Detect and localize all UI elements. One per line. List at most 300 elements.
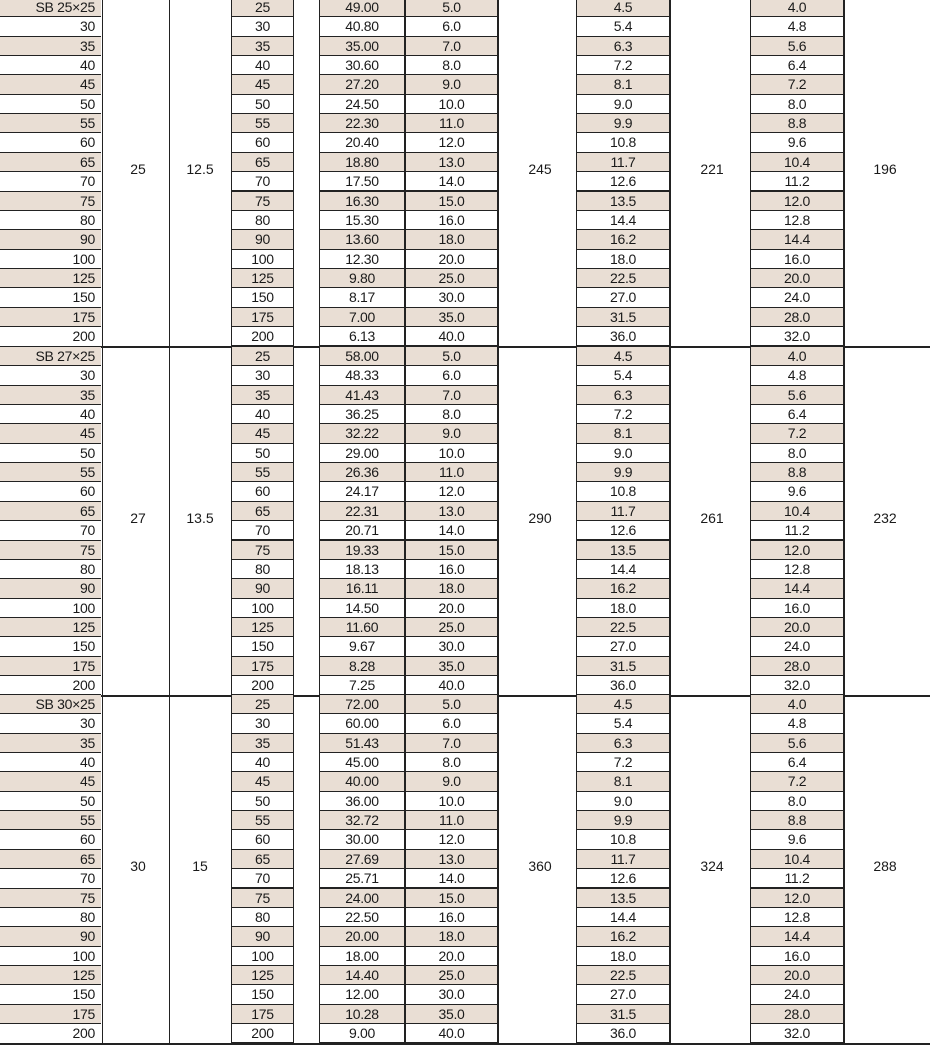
model-length-cell: 60 xyxy=(0,132,101,151)
force-cell: 40.80 xyxy=(319,16,405,36)
force-cell: 14.40 xyxy=(319,965,405,985)
length-cell: 80 xyxy=(231,907,294,927)
model-length-cell: 40 xyxy=(0,404,101,423)
rating-a-cell: 13.5 xyxy=(576,191,670,211)
force-cell: 17.50 xyxy=(319,171,405,191)
model-length-cell: 30 xyxy=(0,713,101,732)
force-cell: 24.50 xyxy=(319,94,405,114)
model-length-cell: 75 xyxy=(0,888,101,907)
block-separator xyxy=(0,1043,930,1045)
length-cell: 40 xyxy=(231,404,294,424)
length-cell: 75 xyxy=(231,540,294,560)
rating-a-cell: 18.0 xyxy=(576,249,670,269)
model-length-cell: 65 xyxy=(0,152,101,171)
length-cell: 125 xyxy=(231,617,294,637)
deflection-cell: 18.0 xyxy=(405,229,498,249)
rating-a-cell: 9.9 xyxy=(576,810,670,830)
column-rule xyxy=(498,0,499,347)
force-cell: 58.00 xyxy=(319,346,405,366)
model-length-cell: 70 xyxy=(0,520,101,539)
radius-value: 12.5 xyxy=(186,161,214,178)
rating-a-cell: 5.4 xyxy=(576,365,670,385)
force-cell: 49.00 xyxy=(319,0,405,17)
model-length-cell: 50 xyxy=(0,94,101,113)
rating-a-cell: 13.5 xyxy=(576,540,670,560)
length-cell: 150 xyxy=(231,287,294,307)
length-cell: 30 xyxy=(231,365,294,385)
model-length-cell: 150 xyxy=(0,984,101,1003)
rating-b-cell: 8.0 xyxy=(750,94,844,114)
deflection-cell: 35.0 xyxy=(405,656,498,676)
rating-b-cell: 14.4 xyxy=(750,229,844,249)
model-length-cell: 65 xyxy=(0,501,101,520)
rating-b-cell: 8.0 xyxy=(750,443,844,463)
deflection-cell: 9.0 xyxy=(405,74,498,94)
force-cell: 22.31 xyxy=(319,501,405,521)
model-length-cell: 200 xyxy=(0,326,101,345)
model-length-cell: 80 xyxy=(0,210,101,229)
length-cell: 45 xyxy=(231,74,294,94)
force-cell: 36.00 xyxy=(319,791,405,811)
rating-b-cell: 20.0 xyxy=(750,965,844,985)
rating-a-cell: 18.0 xyxy=(576,598,670,618)
deflection-cell: 10.0 xyxy=(405,443,498,463)
length-cell: 75 xyxy=(231,888,294,908)
model-length-cell: 50 xyxy=(0,443,101,462)
deflection-cell: 25.0 xyxy=(405,617,498,637)
force-cell: 51.43 xyxy=(319,733,405,753)
rating-b-cell: 6.4 xyxy=(750,55,844,75)
rating-b-cell: 24.0 xyxy=(750,984,844,1004)
rating-a-cell: 22.5 xyxy=(576,965,670,985)
rating-b-cell: 7.2 xyxy=(750,74,844,94)
force-cell: 27.69 xyxy=(319,849,405,869)
model-length-cell: SB 25×25 xyxy=(0,0,101,16)
rating-a-cell: 27.0 xyxy=(576,984,670,1004)
deflection-cell: 14.0 xyxy=(405,171,498,191)
deflection-cell: 8.0 xyxy=(405,55,498,75)
rating-b-cell: 4.0 xyxy=(750,694,844,714)
force-cell: 20.71 xyxy=(319,520,405,540)
rating-b-cell: 8.8 xyxy=(750,113,844,133)
deflection-cell: 12.0 xyxy=(405,829,498,849)
length-cell: 35 xyxy=(231,385,294,405)
rating-b-cell: 28.0 xyxy=(750,1004,844,1024)
rating-b-cell: 12.8 xyxy=(750,559,844,579)
length-cell: 60 xyxy=(231,132,294,152)
rating-b-cell: 4.0 xyxy=(750,0,844,17)
length-cell: 25 xyxy=(231,0,294,17)
deflection-cell: 20.0 xyxy=(405,598,498,618)
length-cell: 25 xyxy=(231,694,294,714)
model-length-cell: 55 xyxy=(0,810,101,829)
column-rule xyxy=(670,346,671,696)
force-cell: 8.28 xyxy=(319,656,405,676)
rating-a-cell: 27.0 xyxy=(576,287,670,307)
force-cell: 9.80 xyxy=(319,268,405,288)
length-cell: 90 xyxy=(231,926,294,946)
rating-a-cell: 4.5 xyxy=(576,346,670,366)
deflection-cell: 10.0 xyxy=(405,791,498,811)
rating-a-cell: 10.8 xyxy=(576,132,670,152)
rating-a-cell: 10.8 xyxy=(576,481,670,501)
length-cell: 35 xyxy=(231,733,294,753)
value-c: 232 xyxy=(873,510,897,527)
deflection-cell: 11.0 xyxy=(405,462,498,482)
deflection-cell: 6.0 xyxy=(405,713,498,733)
value-b: 261 xyxy=(700,510,724,527)
value-b: 221 xyxy=(700,161,724,178)
model-length-cell: 45 xyxy=(0,74,101,93)
column-rule xyxy=(844,0,845,347)
force-cell: 40.00 xyxy=(319,771,405,791)
diameter-value: 30 xyxy=(130,858,146,875)
force-cell: 19.33 xyxy=(319,540,405,560)
rating-a-cell: 36.0 xyxy=(576,1023,670,1043)
length-cell: 50 xyxy=(231,791,294,811)
force-cell: 72.00 xyxy=(319,694,405,714)
model-length-cell: 35 xyxy=(0,733,101,752)
deflection-cell: 11.0 xyxy=(405,113,498,133)
length-cell: 45 xyxy=(231,423,294,443)
rating-a-cell: 9.9 xyxy=(576,462,670,482)
model-length-cell: 125 xyxy=(0,965,101,984)
rating-a-cell: 7.2 xyxy=(576,404,670,424)
force-cell: 45.00 xyxy=(319,752,405,772)
length-cell: 65 xyxy=(231,152,294,172)
rating-a-cell: 31.5 xyxy=(576,307,670,327)
rating-b-cell: 4.8 xyxy=(750,16,844,36)
value-a: 245 xyxy=(528,161,552,178)
rating-a-cell: 14.4 xyxy=(576,210,670,230)
deflection-cell: 40.0 xyxy=(405,675,498,695)
deflection-cell: 12.0 xyxy=(405,132,498,152)
force-cell: 15.30 xyxy=(319,210,405,230)
deflection-cell: 15.0 xyxy=(405,888,498,908)
deflection-cell: 14.0 xyxy=(405,868,498,888)
rating-a-cell: 6.3 xyxy=(576,385,670,405)
deflection-cell: 5.0 xyxy=(405,0,498,17)
rating-b-cell: 12.0 xyxy=(750,888,844,908)
diameter-value: 25 xyxy=(130,161,146,178)
deflection-cell: 25.0 xyxy=(405,268,498,288)
rating-b-cell: 4.0 xyxy=(750,346,844,366)
model-length-cell: 90 xyxy=(0,229,101,248)
force-cell: 9.67 xyxy=(319,636,405,656)
rating-b-cell: 32.0 xyxy=(750,675,844,695)
length-cell: 40 xyxy=(231,55,294,75)
force-cell: 13.60 xyxy=(319,229,405,249)
force-cell: 7.25 xyxy=(319,675,405,695)
force-cell: 18.80 xyxy=(319,152,405,172)
rating-b-cell: 8.8 xyxy=(750,810,844,830)
length-cell: 200 xyxy=(231,675,294,695)
rating-b-cell: 12.0 xyxy=(750,191,844,211)
deflection-cell: 35.0 xyxy=(405,1004,498,1024)
force-cell: 41.43 xyxy=(319,385,405,405)
model-length-cell: 80 xyxy=(0,907,101,926)
deflection-cell: 15.0 xyxy=(405,540,498,560)
deflection-cell: 9.0 xyxy=(405,423,498,443)
model-length-cell: 125 xyxy=(0,617,101,636)
rating-b-cell: 16.0 xyxy=(750,946,844,966)
rating-b-cell: 20.0 xyxy=(750,617,844,637)
deflection-cell: 18.0 xyxy=(405,578,498,598)
length-cell: 70 xyxy=(231,171,294,191)
length-cell: 175 xyxy=(231,1004,294,1024)
model-length-cell: 100 xyxy=(0,249,101,268)
length-cell: 175 xyxy=(231,307,294,327)
length-cell: 125 xyxy=(231,965,294,985)
rating-b-cell: 12.8 xyxy=(750,210,844,230)
length-cell: 200 xyxy=(231,1023,294,1043)
force-cell: 9.00 xyxy=(319,1023,405,1043)
rating-b-cell: 32.0 xyxy=(750,1023,844,1043)
deflection-cell: 10.0 xyxy=(405,94,498,114)
rating-a-cell: 22.5 xyxy=(576,268,670,288)
deflection-cell: 16.0 xyxy=(405,907,498,927)
rating-a-cell: 31.5 xyxy=(576,1004,670,1024)
model-length-cell: 35 xyxy=(0,36,101,55)
rating-a-cell: 6.3 xyxy=(576,733,670,753)
force-cell: 8.17 xyxy=(319,287,405,307)
rating-a-cell: 12.6 xyxy=(576,868,670,888)
length-cell: 40 xyxy=(231,752,294,772)
length-cell: 65 xyxy=(231,849,294,869)
rating-a-cell: 16.2 xyxy=(576,229,670,249)
rating-b-cell: 20.0 xyxy=(750,268,844,288)
rating-b-cell: 16.0 xyxy=(750,598,844,618)
diameter-value: 27 xyxy=(130,510,146,527)
rating-a-cell: 9.0 xyxy=(576,791,670,811)
column-rule xyxy=(102,694,103,1044)
force-cell: 32.22 xyxy=(319,423,405,443)
rating-a-cell: 8.1 xyxy=(576,423,670,443)
force-cell: 27.20 xyxy=(319,74,405,94)
length-cell: 55 xyxy=(231,462,294,482)
length-cell: 60 xyxy=(231,829,294,849)
rating-b-cell: 14.4 xyxy=(750,926,844,946)
deflection-cell: 7.0 xyxy=(405,733,498,753)
column-rule xyxy=(498,346,499,696)
deflection-cell: 20.0 xyxy=(405,946,498,966)
force-cell: 29.00 xyxy=(319,443,405,463)
model-length-cell: 35 xyxy=(0,385,101,404)
force-cell: 10.28 xyxy=(319,1004,405,1024)
rating-a-cell: 16.2 xyxy=(576,926,670,946)
rating-a-cell: 36.0 xyxy=(576,326,670,346)
length-cell: 65 xyxy=(231,501,294,521)
rating-b-cell: 12.0 xyxy=(750,540,844,560)
length-cell: 150 xyxy=(231,636,294,656)
model-length-cell: 55 xyxy=(0,462,101,481)
deflection-cell: 30.0 xyxy=(405,636,498,656)
deflection-cell: 5.0 xyxy=(405,346,498,366)
model-length-cell: 60 xyxy=(0,481,101,500)
deflection-cell: 8.0 xyxy=(405,404,498,424)
rating-a-cell: 11.7 xyxy=(576,501,670,521)
rating-a-cell: 5.4 xyxy=(576,713,670,733)
deflection-cell: 40.0 xyxy=(405,1023,498,1043)
force-cell: 60.00 xyxy=(319,713,405,733)
rating-a-cell: 9.0 xyxy=(576,94,670,114)
model-length-cell: 55 xyxy=(0,113,101,132)
length-cell: 45 xyxy=(231,771,294,791)
model-length-cell: 50 xyxy=(0,791,101,810)
radius-value: 15 xyxy=(192,858,208,875)
rating-b-cell: 10.4 xyxy=(750,849,844,869)
model-length-cell: 200 xyxy=(0,675,101,694)
model-length-cell: 30 xyxy=(0,365,101,384)
rating-a-cell: 4.5 xyxy=(576,694,670,714)
model-length-cell: SB 27×25 xyxy=(0,346,101,365)
column-rule xyxy=(498,694,499,1044)
rating-a-cell: 8.1 xyxy=(576,74,670,94)
rating-b-cell: 6.4 xyxy=(750,752,844,772)
length-cell: 150 xyxy=(231,984,294,1004)
value-b: 324 xyxy=(700,858,724,875)
rating-b-cell: 7.2 xyxy=(750,771,844,791)
rating-a-cell: 13.5 xyxy=(576,888,670,908)
radius-value: 13.5 xyxy=(186,510,214,527)
force-cell: 25.71 xyxy=(319,868,405,888)
rating-b-cell: 10.4 xyxy=(750,152,844,172)
length-cell: 100 xyxy=(231,598,294,618)
deflection-cell: 7.0 xyxy=(405,36,498,56)
rating-a-cell: 10.8 xyxy=(576,829,670,849)
rating-b-cell: 11.2 xyxy=(750,520,844,540)
rating-a-cell: 11.7 xyxy=(576,849,670,869)
length-cell: 60 xyxy=(231,481,294,501)
rating-b-cell: 32.0 xyxy=(750,326,844,346)
deflection-cell: 35.0 xyxy=(405,307,498,327)
rating-b-cell: 9.6 xyxy=(750,132,844,152)
rating-b-cell: 28.0 xyxy=(750,656,844,676)
force-cell: 7.00 xyxy=(319,307,405,327)
rating-b-cell: 16.0 xyxy=(750,249,844,269)
model-length-cell: 175 xyxy=(0,656,101,675)
column-rule xyxy=(670,0,671,347)
rating-b-cell: 6.4 xyxy=(750,404,844,424)
length-cell: 100 xyxy=(231,249,294,269)
model-length-cell: 90 xyxy=(0,578,101,597)
model-length-cell: 75 xyxy=(0,191,101,210)
length-cell: 90 xyxy=(231,578,294,598)
model-length-cell: 40 xyxy=(0,55,101,74)
rating-a-cell: 7.2 xyxy=(576,55,670,75)
rating-a-cell: 4.5 xyxy=(576,0,670,17)
rating-b-cell: 4.8 xyxy=(750,365,844,385)
deflection-cell: 14.0 xyxy=(405,520,498,540)
model-length-cell: 200 xyxy=(0,1023,101,1042)
rating-b-cell: 4.8 xyxy=(750,713,844,733)
rating-b-cell: 24.0 xyxy=(750,287,844,307)
length-cell: 35 xyxy=(231,36,294,56)
model-length-cell: 45 xyxy=(0,423,101,442)
rating-a-cell: 16.2 xyxy=(576,578,670,598)
model-length-cell: 175 xyxy=(0,1004,101,1023)
length-cell: 200 xyxy=(231,326,294,346)
model-length-cell: 150 xyxy=(0,287,101,306)
model-length-cell: 125 xyxy=(0,268,101,287)
deflection-cell: 16.0 xyxy=(405,210,498,230)
force-cell: 11.60 xyxy=(319,617,405,637)
force-cell: 12.00 xyxy=(319,984,405,1004)
rating-a-cell: 27.0 xyxy=(576,636,670,656)
rating-a-cell: 5.4 xyxy=(576,16,670,36)
force-cell: 22.30 xyxy=(319,113,405,133)
model-length-cell: 60 xyxy=(0,829,101,848)
rating-a-cell: 9.0 xyxy=(576,443,670,463)
length-cell: 25 xyxy=(231,346,294,366)
rating-b-cell: 10.4 xyxy=(750,501,844,521)
column-rule xyxy=(844,694,845,1044)
rating-a-cell: 6.3 xyxy=(576,36,670,56)
rating-a-cell: 12.6 xyxy=(576,171,670,191)
length-cell: 70 xyxy=(231,868,294,888)
deflection-cell: 7.0 xyxy=(405,385,498,405)
length-cell: 80 xyxy=(231,210,294,230)
force-cell: 12.30 xyxy=(319,249,405,269)
rating-b-cell: 11.2 xyxy=(750,171,844,191)
model-length-cell: SB 30×25 xyxy=(0,694,101,713)
deflection-cell: 6.0 xyxy=(405,16,498,36)
value-a: 360 xyxy=(528,858,552,875)
rating-a-cell: 14.4 xyxy=(576,907,670,927)
force-cell: 30.00 xyxy=(319,829,405,849)
deflection-cell: 13.0 xyxy=(405,152,498,172)
rating-a-cell: 8.1 xyxy=(576,771,670,791)
length-cell: 90 xyxy=(231,229,294,249)
column-rule xyxy=(102,0,103,347)
length-cell: 75 xyxy=(231,191,294,211)
force-cell: 22.50 xyxy=(319,907,405,927)
model-length-cell: 30 xyxy=(0,16,101,35)
force-cell: 35.00 xyxy=(319,36,405,56)
model-length-cell: 65 xyxy=(0,849,101,868)
deflection-cell: 6.0 xyxy=(405,365,498,385)
rating-a-cell: 11.7 xyxy=(576,152,670,172)
rating-b-cell: 8.8 xyxy=(750,462,844,482)
length-cell: 50 xyxy=(231,94,294,114)
force-cell: 32.72 xyxy=(319,810,405,830)
rating-a-cell: 36.0 xyxy=(576,675,670,695)
value-c: 196 xyxy=(873,161,897,178)
deflection-cell: 11.0 xyxy=(405,810,498,830)
length-cell: 50 xyxy=(231,443,294,463)
rating-b-cell: 9.6 xyxy=(750,829,844,849)
force-cell: 16.11 xyxy=(319,578,405,598)
deflection-cell: 30.0 xyxy=(405,287,498,307)
deflection-cell: 16.0 xyxy=(405,559,498,579)
length-cell: 30 xyxy=(231,16,294,36)
deflection-cell: 40.0 xyxy=(405,326,498,346)
deflection-cell: 12.0 xyxy=(405,481,498,501)
force-cell: 16.30 xyxy=(319,191,405,211)
model-length-cell: 45 xyxy=(0,771,101,790)
rating-a-cell: 12.6 xyxy=(576,520,670,540)
rating-b-cell: 28.0 xyxy=(750,307,844,327)
rating-b-cell: 5.6 xyxy=(750,36,844,56)
rating-b-cell: 12.8 xyxy=(750,907,844,927)
rating-b-cell: 9.6 xyxy=(750,481,844,501)
length-cell: 175 xyxy=(231,656,294,676)
rating-a-cell: 9.9 xyxy=(576,113,670,133)
rating-a-cell: 31.5 xyxy=(576,656,670,676)
length-cell: 70 xyxy=(231,520,294,540)
force-cell: 18.13 xyxy=(319,559,405,579)
column-rule xyxy=(670,694,671,1044)
